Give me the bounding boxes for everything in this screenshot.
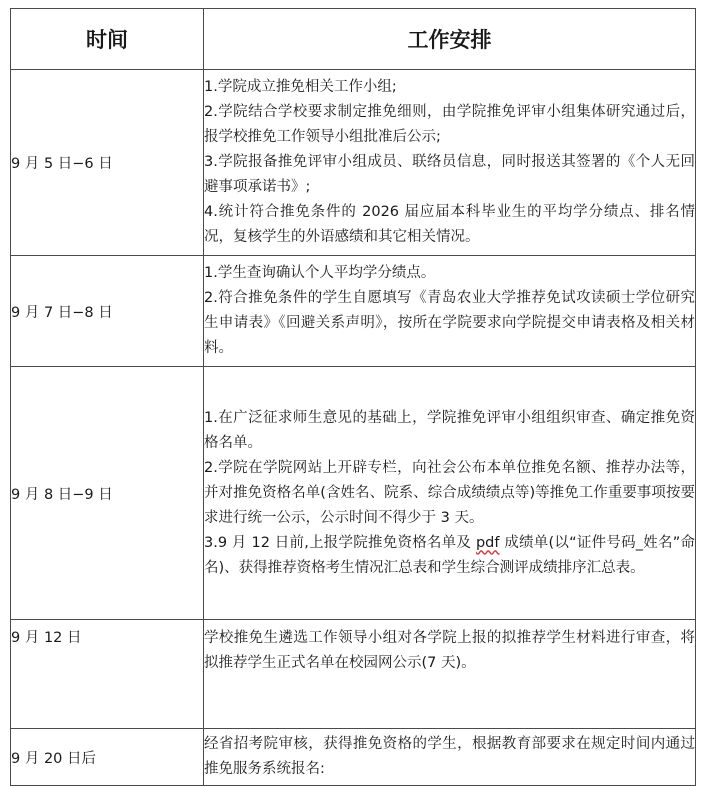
pdf-word: pdf (475, 534, 500, 551)
schedule-table (10, 8, 696, 786)
work-item: 2.学院结合学校要求制定推免细则，由学院推免评审小组集体研究通过后，报学校推免工作领导小组批准后公示; (204, 104, 695, 145)
table-row (11, 620, 696, 729)
row-time: 9 月 5 日−6 日 (11, 70, 204, 256)
row-work (204, 367, 696, 620)
header-row (11, 9, 696, 70)
table-row (11, 256, 696, 367)
table-row (11, 729, 696, 786)
work-item: 4.统计符合推免条件的 2026 届应届本科毕业生的平均学分绩点、排名情况，复核学生的外语感绩和其它相关情况。 (204, 204, 695, 245)
work-item: 经省招考院审核，获得推免资格的学生，根据教育部要求在规定时间内通过推免服务系统报名: (204, 736, 695, 777)
header-work: 工作安排 (204, 9, 696, 70)
item-text: 成绩单(以“证件号码_姓名”命名)、获得推荐资格考生情况汇总表和学生综合测评成绩排序汇总表。 (204, 534, 695, 576)
row-work (204, 729, 696, 786)
row-work (204, 620, 696, 729)
work-item: 1.学院成立推免相关工作小组; (204, 79, 397, 95)
row-time: 9 月 8 日−9 日 (11, 367, 204, 620)
row-time: 9 月 12 日 (11, 620, 204, 729)
table-row (11, 367, 696, 620)
row-work (204, 256, 696, 367)
item-text: 3.9 月 12 日前,上报学院推免资格名单及 (204, 534, 476, 551)
header-time: 时间 (11, 9, 204, 70)
work-item: 2.学院在学院网站上开辟专栏，向社会公布本单位推免名额、推荐办法等，并对推免资格名单(含姓名、院系、综合成绩绩点等)等推免工作重要事项按要求进行统一公示，公示时间不得少于 3 天。 (204, 459, 695, 526)
work-item: 3.学院报备推免评审小组成员、联络员信息，同时报送其签署的《个人无回避事项承诺书》; (204, 154, 695, 195)
work-item: 1.在广泛征求师生意见的基础上，学院推免评审小组组织审查、确定推免资格名单。 (204, 409, 695, 451)
table-row (11, 70, 696, 256)
row-time: 9 月 20 日后 (11, 729, 204, 786)
work-item (204, 531, 695, 581)
row-time: 9 月 7 日−8 日 (11, 256, 204, 367)
row-work (204, 70, 696, 256)
work-item: 1.学生查询确认个人平均学分绩点。 (204, 265, 436, 281)
work-item: 2.符合推免条件的学生自愿填写《青岛农业大学推荐免试攻读硕士学位研究生申请表》《回避关系声明》，按所在学院要求向学院提交申请表格及相关材料。 (204, 290, 695, 356)
work-item: 学校推免生遴选工作领导小组对各学院上报的拟推荐学生材料进行审查，将拟推荐学生正式名单在校园网公示(7 天)。 (204, 630, 695, 671)
